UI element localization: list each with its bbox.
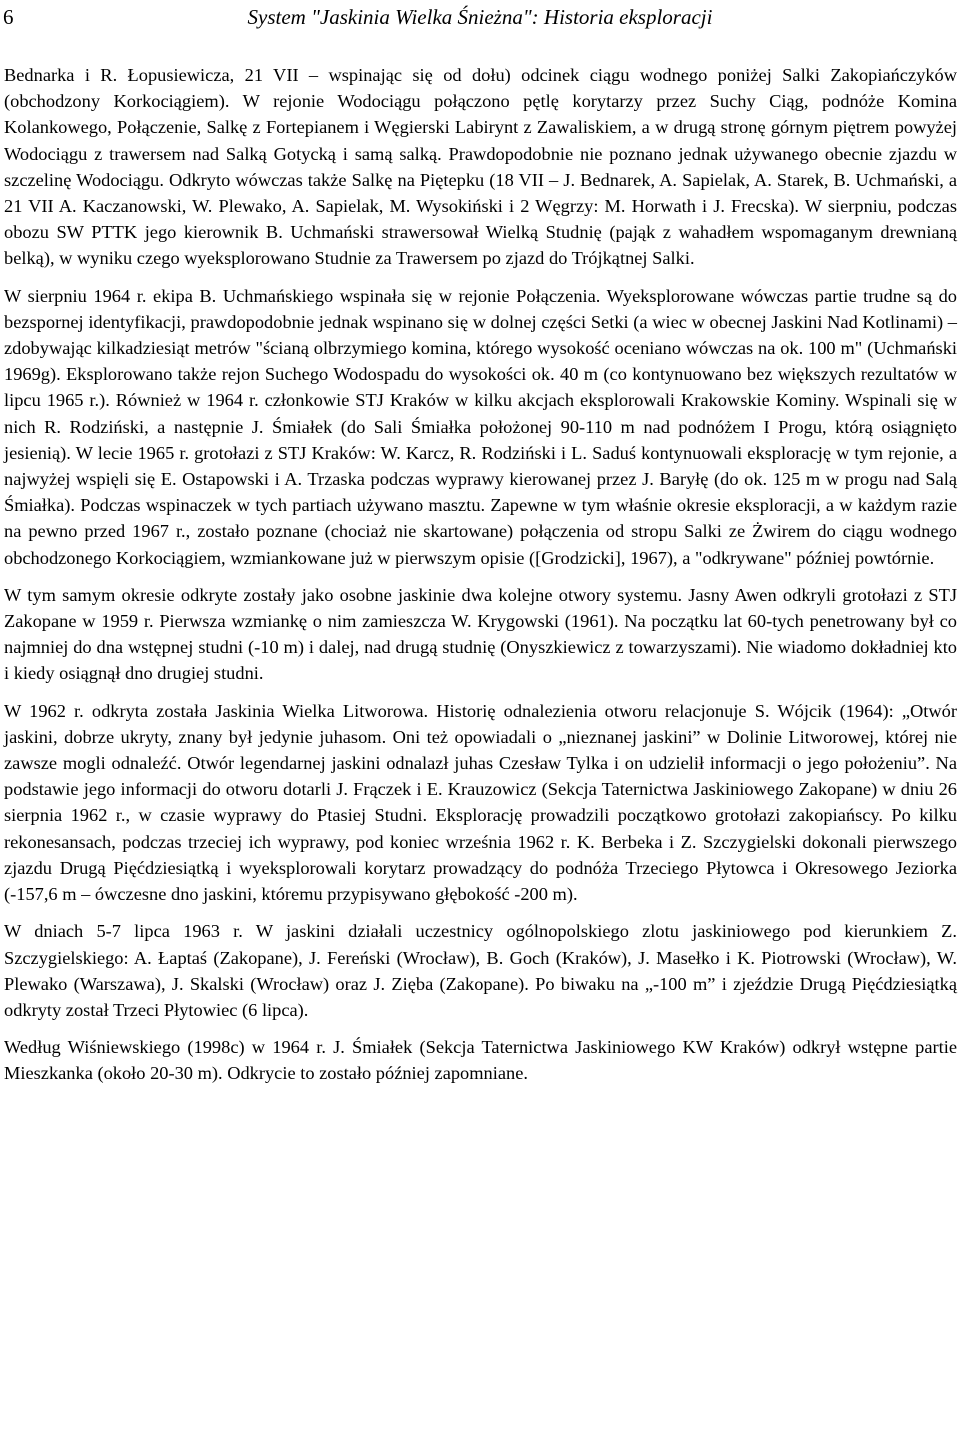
document-body	[4, 62, 957, 1098]
running-title: System "Jaskinia Wielka Śnieżna": Historia eksploracji	[247, 5, 713, 29]
page-header	[0, 4, 960, 34]
paragraph: Według Wiśniewskiego (1998c) w 1964 r. J. Śmiałek (Sekcja Taternictwa Jaskiniowego KW Kraków) odkrył wstępne partie Mieszkanka (około 20-30 m). Odkrycie to zostało później zapomniane.	[4, 1037, 957, 1084]
paragraph: W dniach 5-7 lipca 1963 r. W jaskini działali uczestnicy ogólnopolskiego zlotu jaskiniowego pod kierunkiem Z. Szczygielskiego: A. Łaptaś (Zakopane), J. Fereński (Wrocław), B. Goch (Kraków), J. Masełko i K. Piotrowski (Wrocław), W. Plewako (Warszawa), J. Skalski (Wrocław) oraz J. Zięba (Zakopane). Po biwaku na „-100 m” i zjeździe Drugą Pięćdziesiątką odkryty został Trzeci Płytowiec (6 lipca).	[4, 921, 957, 1020]
page-number: 6	[3, 5, 14, 29]
paragraph: Bednarka i R. Łopusiewicza, 21 VII – wspinając się od dołu) odcinek ciągu wodnego poniżej Salki Zakopiańczyków (obchodzony Korkociągiem). W rejonie Wodociągu połączono pętlę korytarzy przez Suchy Ciąg, podnóże Komina Kolankowego, Połączenie, Salkę z Fortepianem i Węgierski Labirynt z Zawaliskiem, a w drugą stronę górnym piętrem powyżej Wodociągu z trawersem nad Salką Gotycką i samą salką. Prawdopodobnie nie poznano jednak używanego obecnie zjazdu w szczelinę Wodociągu. Odkryto wówczas także Salkę na Piętерku (18 VII – J. Bednarek, A. Sapielak, A. Starek, B. Uchmański, a 21 VII A. Kaczanowski, W. Plewako, A. Sapielak, M. Wysokiński i 2 Węgrzy: M. Horwath i J. Frecska). W sierpniu, podczas obozu SW PTTK jego kierownik B. Uchmański strawersował Wielką Studnię (pająk z wahadłem wspomaganym drewnianą belką), w wyniku czego wyeksplorowano Studnie za Trawersem po zjazd do Trójkątnej Salki.	[4, 65, 957, 269]
paragraph: W 1962 r. odkryta została Jaskinia Wielka Litworowa. Historię odnalezienia otworu relacjonuje S. Wójcik (1964): „Otwór jaskini, dobrze ukryty, znany był jedynie juhasom. Oni też opowiadali o „nieznanej jaskini” w Dolinie Litworowej, której nie zawsze mogli odnaleźć. Otwór legendarnej jaskini odnalazł juhas Czesław Tylka i on udzielił informacji o jego położeniu”. Na podstawie jego informacji do otworu dotarli J. Frączek i E. Krauzowicz (Sekcja Taternictwa Jaskiniowego Zakopane) w dniu 26 sierpnia 1962 r., w czasie wyprawy do Ptasiej Studni. Eksplorację prowadzili początkowo grotołazi zakopiańscy. Po kilku rekonesansach, podczas trzeciej ich wyprawy, pod koniec września 1962 r. K. Berbeka i Z. Szczygielski dokonali pierwszego zjazdu Drugą Pięćdziesiątką i wyeksplorowali korytarz prowadzący do podnóża Trzeciego Płytowca i Okresowego Jeziorka (-157,6 m – ówczesne dno jaskini, któremu przypisywano głębokość -200 m).	[4, 700, 957, 905]
paragraph: W tym samym okresie odkryte zostały jako osobne jaskinie dwa kolejne otwory systemu. Jasny Awen odkryli grotołazi z STJ Zakopane w 1959 r. Pierwsza wzmiankę o nim zamieszcza W. Krygowski (1961). Na początku lat 60-tych penetrowany był co najmniej do dna wstępnej studni (-10 m) i dalej, nad drugą studnię (Onyszkiewicz z towarzyszami). Nie wiadomo dokładniej kto i kiedy osiągnął dno drugiej studni.	[4, 584, 957, 684]
paragraph: W sierpniu 1964 r. ekipa B. Uchmańskiego wspinała się w rejonie Połączenia. Wyeksplorowane wówczas partie trudne są do bezspornej identyfikacji, prawdopodobnie jednak wspinano się w dolnej części Setki (a wiec w obecnej Jaskini Nad Kotlinami) – zdobywając kilkadziesiąt metrów "ścianą olbrzymiego komina, którego wysokość oceniano wówczas na ok. 100 m" (Uchmański 1969g). Eksplorowano także rejon Suchego Wodospadu do wysokości ok. 40 m (co kontynuowano bez większych rezultatów w lipcu 1965 r.). Również w 1964 r. członkowie STJ Kraków w kilku akcjach eksplorowali Krakowskie Kominy. Wspinali się w nich R. Rodziński, a następnie J. Śmiałek (do Sali Śmiałka położonej 90-110 m nad podnóżem I Progu, którą osiągnięto jesienią). W lecie 1965 r. grotołazi z STJ Kraków: W. Karcz, R. Rodziński i L. Saduś kontynuowali eksplorację w tym rejonie, a najwyżej wspięli się E. Ostapowski i A. Trzaska podczas wyprawy kierowanej przez J. Baryłę (do ok. 125 m w progu nad Salą Śmiałka). Podczas wspinaczek w tych partiach używano masztu. Zapewne w tym właśnie okresie eksploracji, a w każdym razie na pewno przed 1967 r., zostało poznane (chociaż nie skartowane) połączenia od stropu Salki ze Żwirem do ciągu wodnego obchodzonego Korkociągiem, wzmiankowane już w pierwszym opisie ([Grodzicki], 1967), a "odkrywane" później powtórnie.	[4, 285, 957, 568]
